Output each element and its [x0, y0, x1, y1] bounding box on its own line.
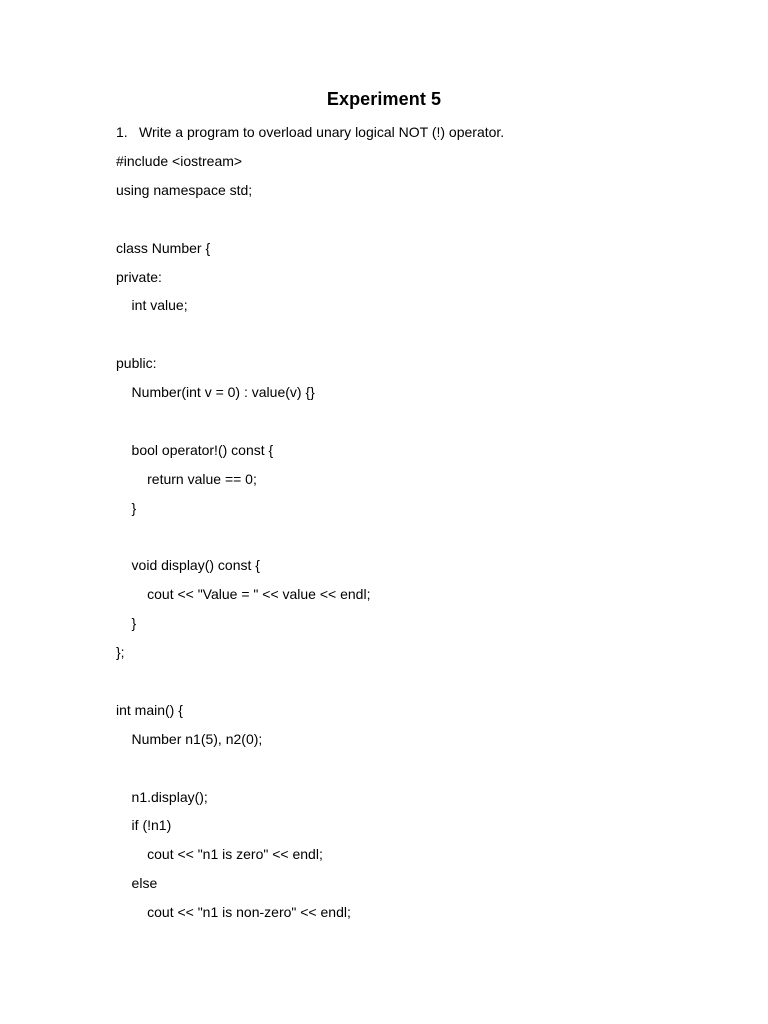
- code-line: return value == 0;: [116, 470, 257, 487]
- code-line: [116, 324, 370, 353]
- code-line: cout << "n1 is zero" << endl;: [116, 846, 323, 863]
- question-item: [116, 122, 504, 142]
- code-line: [116, 209, 370, 238]
- code-line: #include <iostream>: [116, 153, 243, 169]
- code-line: void display() const {: [116, 557, 260, 574]
- question-text: Write a program to overload unary logical NOT (!) operator.: [139, 124, 505, 140]
- code-line: int value;: [116, 297, 188, 314]
- code-line: else: [116, 875, 158, 892]
- code-line: public:: [116, 355, 157, 372]
- code-line: n1.display();: [116, 788, 208, 805]
- code-line: [116, 758, 370, 787]
- page-title: Experiment 5: [326, 89, 442, 109]
- code-line: cout << "Value = " << value << endl;: [116, 586, 371, 603]
- code-line: bool operator!() const {: [116, 441, 274, 458]
- code-line: }: [116, 499, 137, 516]
- question-number: 1.: [116, 124, 128, 140]
- code-line: [116, 411, 370, 440]
- code-line: Number(int v = 0) : value(v) {}: [116, 384, 315, 401]
- code-line: class Number {: [116, 239, 211, 256]
- code-line: Number n1(5), n2(0);: [116, 730, 263, 747]
- code-line: cout << "n1 is non-zero" << endl;: [116, 904, 351, 921]
- code-line: if (!n1): [116, 817, 172, 834]
- code-line: [116, 527, 370, 556]
- code-line: private:: [116, 268, 162, 285]
- code-line: [116, 671, 370, 700]
- code-line: int main() {: [116, 701, 183, 718]
- code-line: using namespace std;: [116, 181, 253, 198]
- code-line: };: [116, 644, 125, 661]
- code-line: }: [116, 615, 137, 632]
- code-block: [116, 151, 370, 931]
